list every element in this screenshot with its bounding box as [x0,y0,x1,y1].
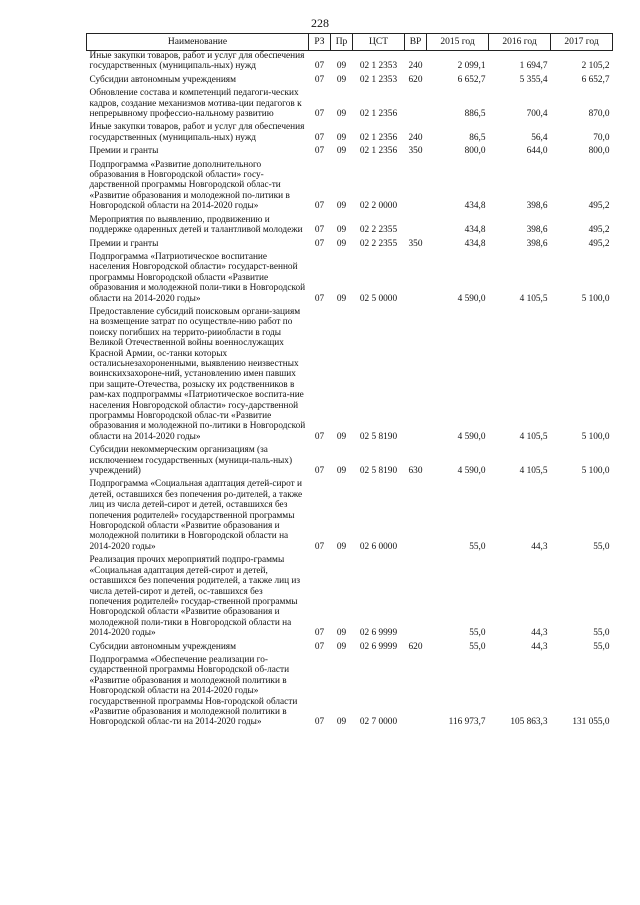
row-pr: 09 [336,641,347,652]
row-value-2015: 434,8 [464,225,486,236]
row-name: Подпрограмма «Развитие дополнительного образования в Новгородской области» госу-дарственной программы Новгородской облас-ти «Развитие образования и молодежной по-литики в Новгородской области на 2014-2020 годы» [89,159,290,212]
row-value-2016: 105 863,3 [510,717,548,728]
row-pr: 09 [336,628,347,639]
budget-table [86,33,613,731]
row-name: Предоставление субсидий поисковым органи-зациям на возмещение затрат по осуществле-нию работ по поиску погибших на террито-рииобласти в годы Великой Отечественной войны военнослужащих Красной Армии, ос-танки которых осталисьнезахороненными, выявлению неизвестных воинскихзахороне-ний, установлению имен павших при защите-Отечества, розыску их родственников в рам-ках подпрограммы «Патриотическое воспита-ние населения Новгородской области» госу-дарственной программы Новгородской облас-ти «Развитие образования и молодежной по-литики в Новгородской области на 2014-2020 годы» [89,306,306,442]
row-value-2015: 4 590,0 [457,466,486,477]
row-value-2015: 55,0 [469,541,486,552]
row-pr: 09 [336,293,347,304]
row-cst: 02 1 2353 [359,61,398,72]
row-pr: 09 [336,541,347,552]
header-pr: Пр [331,34,353,51]
row-value-2017: 70,0 [593,132,610,143]
row-value-2015: 4 590,0 [457,293,486,304]
row-pr: 09 [336,238,347,249]
row-name: Премии и гранты [89,146,159,157]
row-pr: 09 [336,225,347,236]
table-row [87,215,613,239]
table-row [87,252,613,307]
header-2017: 2017 год [551,34,613,51]
row-rz: 07 [314,717,325,728]
row-value-2016: 4 105,5 [519,293,548,304]
row-cst: 02 2 2355 [359,225,398,236]
row-value-2017: 55,0 [593,641,610,652]
row-cst: 02 5 0000 [359,293,398,304]
row-name: Субсидии автономным учреждениям [89,641,236,652]
row-value-2016: 4 105,5 [519,431,548,442]
row-cst: 02 7 0000 [359,717,398,728]
row-name: Иные закупки товаров, работ и услуг для обеспечения государственных (муниципаль-ных) нужд [89,51,305,72]
row-name: Подпрограмма «Социальная адаптация детей-сирот и детей, оставшихся без попечения ро-дителей, а также лиц из числа детей-сирот и детей, оставшихся без попечения родителей» государственной программы Новгородской области «Развитие образования и молодежной политики в Новгородской области на 2014-2020 годы» [89,479,303,552]
row-vr: 620 [408,74,423,85]
row-vr: 350 [408,238,423,249]
row-pr: 09 [336,146,347,157]
header-2015: 2015 год [427,34,489,51]
row-value-2017: 800,0 [588,146,610,157]
row-value-2017: 5 100,0 [581,431,610,442]
table-row [87,75,613,88]
row-pr: 09 [336,132,347,143]
row-name: Обновление состава и компетенций педагоги-ческих кадров, создание механизмов мотива-ции педагогов к непрерывному профессио-нальному развитию [89,88,302,120]
row-pr: 09 [336,109,347,120]
row-value-2017: 6 652,7 [581,74,610,85]
row-vr: 620 [408,641,423,652]
row-pr: 09 [336,201,347,212]
row-name: Субсидии некоммерческим организациям (за исключением государственных (муници-паль-ных) учреждений) [89,445,293,477]
table-row [87,445,613,479]
row-rz: 07 [314,109,325,120]
row-cst: 02 5 8190 [359,466,398,477]
header-row [87,34,613,51]
row-vr [405,160,427,215]
row-rz: 07 [314,238,325,249]
row-vr [405,555,427,641]
row-cst: 02 1 2356 [359,109,398,120]
row-value-2017: 495,2 [588,238,610,249]
row-vr: 240 [408,61,423,72]
row-pr: 09 [336,431,347,442]
table-row [87,88,613,122]
row-value-2016: 398,6 [526,201,548,212]
row-value-2017: 495,2 [588,201,610,212]
row-cst: 02 6 0000 [359,541,398,552]
row-cst: 02 5 8190 [359,431,398,442]
row-value-2016: 398,6 [526,225,548,236]
row-value-2015: 116 973,7 [448,717,486,728]
page-number: 228 [311,16,329,30]
row-value-2017: 55,0 [593,628,610,639]
row-rz: 07 [314,74,325,85]
table-row [87,160,613,215]
table-row [87,122,613,146]
row-value-2015: 800,0 [464,146,486,157]
row-rz: 07 [314,201,325,212]
table-row [87,555,613,641]
row-value-2016: 44,3 [531,641,548,652]
table-header [87,34,613,51]
row-value-2015: 86,5 [469,132,486,143]
row-value-2015: 886,5 [464,109,486,120]
row-vr: 350 [408,146,423,157]
row-cst: 02 1 2356 [359,146,398,157]
row-name: Подпрограмма «Обеспечение реализации го-сударственной программы Новгородской об-ласти «Развитие образования и молодежной политики в Новгородской области на 2014-2020 годы» государственной программы Нов-городской области «Развитие образования и молодежной политики в Новгородской облас-ти на 2014-2020 годы» [89,654,298,728]
row-value-2016: 700,4 [526,109,548,120]
row-cst: 02 2 0000 [359,201,398,212]
row-value-2015: 434,8 [464,201,486,212]
header-name: Наименование [87,34,309,51]
row-rz: 07 [314,466,325,477]
row-name: Реализация прочих мероприятий подпро-граммы «Социальная адаптация детей-сирот и детей, оставшихся без попечения родителей, а также лиц из числа детей-сирот и детей, ос-тавшихся без попечения родителей» государ-ственной программы Новгородской области «Развитие образования и молодежной поли-тики в Новгородской области на 2014-2020 годы» [89,555,301,639]
table-row [87,146,613,159]
row-rz: 07 [314,146,325,157]
row-value-2016: 44,3 [531,628,548,639]
row-value-2016: 5 355,4 [519,74,548,85]
row-value-2016: 44,3 [531,541,548,552]
row-vr [405,655,427,731]
row-rz: 07 [314,225,325,236]
row-value-2016: 1 694,7 [519,61,548,72]
row-pr: 09 [336,717,347,728]
header-rz: РЗ [309,34,331,51]
row-name: Премии и гранты [89,238,159,249]
table-row [87,479,613,555]
row-value-2015: 55,0 [469,641,486,652]
table-row [87,642,613,655]
row-value-2016: 644,0 [526,146,548,157]
row-value-2017: 5 100,0 [581,293,610,304]
row-value-2015: 6 652,7 [457,74,486,85]
row-value-2016: 4 105,5 [519,466,548,477]
row-value-2015: 434,8 [464,238,486,249]
row-rz: 07 [314,641,325,652]
row-value-2017: 55,0 [593,541,610,552]
row-cst: 02 6 9999 [359,628,398,639]
row-cst: 02 1 2353 [359,74,398,85]
row-cst: 02 2 2355 [359,238,398,249]
row-vr [405,215,427,239]
row-value-2016: 56,4 [531,132,548,143]
row-rz: 07 [314,293,325,304]
row-vr [405,307,427,445]
row-rz: 07 [314,541,325,552]
row-name: Мероприятия по выявлению, продвижению и поддержке одаренных детей и талантливой молодежи [89,214,303,236]
row-name: Субсидии автономным учреждениям [89,74,236,85]
row-value-2017: 5 100,0 [581,466,610,477]
row-rz: 07 [314,61,325,72]
header-vr: ВР [405,34,427,51]
header-cst: ЦСТ [353,34,405,51]
row-vr: 240 [408,132,423,143]
row-value-2017: 870,0 [588,109,610,120]
row-value-2015: 2 099,1 [457,61,486,72]
row-name: Подпрограмма «Патриотическое воспитание населения Новгородской области» государст-венной программы Новгородской области «Развитие образования и молодежной поли-тики в Новгородской области на 2014-2020 годы» [89,251,306,304]
table-row [87,655,613,731]
row-vr [405,252,427,307]
row-vr [405,88,427,122]
row-rz: 07 [314,628,325,639]
row-pr: 09 [336,74,347,85]
row-value-2017: 495,2 [588,225,610,236]
row-vr [405,479,427,555]
table-body [87,51,613,731]
row-rz: 07 [314,132,325,143]
row-rz: 07 [314,431,325,442]
row-pr: 09 [336,466,347,477]
row-value-2017: 2 105,2 [581,61,610,72]
row-value-2016: 398,6 [526,238,548,249]
header-2016: 2016 год [489,34,551,51]
row-cst: 02 1 2356 [359,132,398,143]
row-value-2015: 4 590,0 [457,431,486,442]
row-vr: 630 [408,466,423,477]
table-row [87,307,613,445]
table-row [87,239,613,252]
row-name: Иные закупки товаров, работ и услуг для обеспечения государственных (муниципаль-ных) нужд [89,122,305,143]
row-value-2017: 131 055,0 [572,717,610,728]
row-value-2015: 55,0 [469,628,486,639]
table-row [87,51,613,75]
row-pr: 09 [336,61,347,72]
row-cst: 02 6 9999 [359,641,398,652]
